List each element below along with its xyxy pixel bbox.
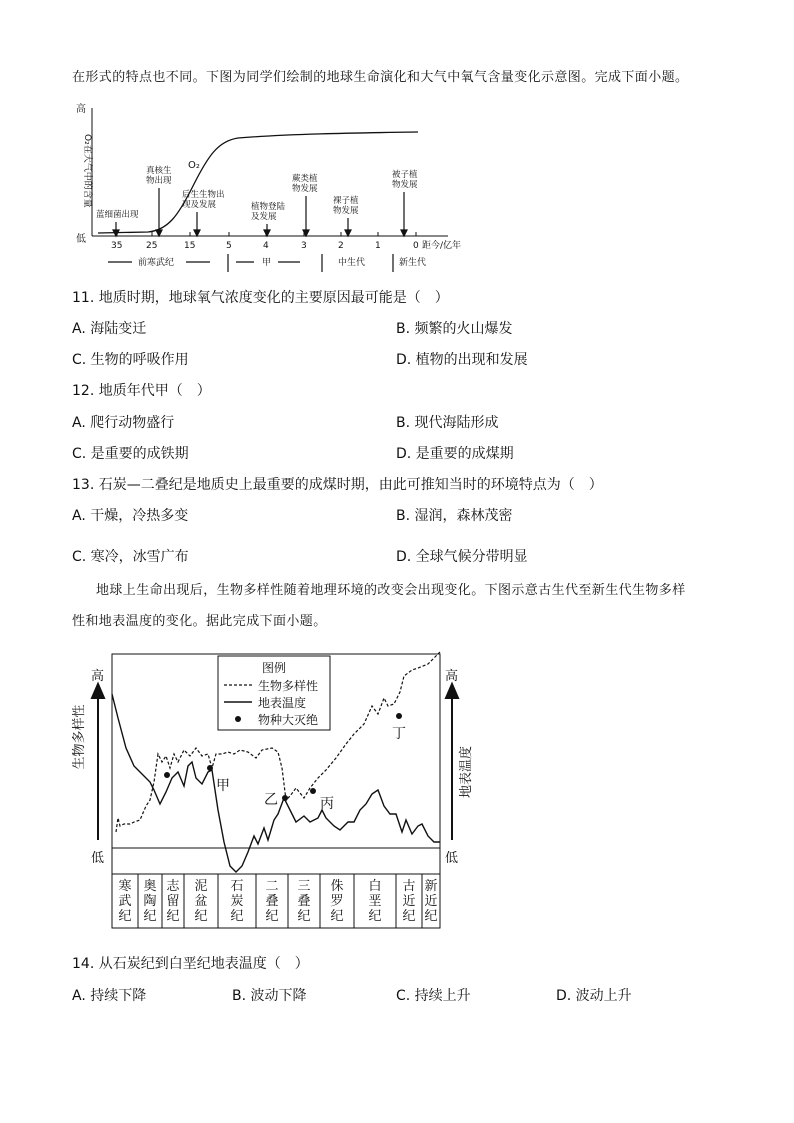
tick-label: 15 xyxy=(184,241,196,251)
q12-option-d[interactable]: D. 是重要的成煤期 xyxy=(396,446,514,462)
period-label: 三叠纪 xyxy=(297,879,311,924)
q12-option-c[interactable]: C. 是重要的成铁期 xyxy=(72,446,189,462)
event-label-line: 裸子植 xyxy=(333,196,359,206)
q13-option-b[interactable]: B. 湿润，森林茂密 xyxy=(396,508,513,524)
q13-option-d[interactable]: D. 全球气候分带明显 xyxy=(396,549,528,565)
tick-label: 5 xyxy=(226,241,232,251)
right-axis-low: 低 xyxy=(445,851,459,866)
legend-item: 地表温度 xyxy=(258,696,307,710)
q11-option-c[interactable]: C. 生物的呼吸作用 xyxy=(72,352,189,368)
tick-label: 4 xyxy=(263,241,269,251)
q14-option-d[interactable]: D. 波动上升 xyxy=(556,988,632,1004)
event-label-line: 被子植 xyxy=(392,170,418,180)
question-11: 11. 地质时期，地球氧气浓度变化的主要原因最可能是（ ） xyxy=(72,290,449,306)
event-label-line: 物发展 xyxy=(392,180,418,190)
q14-option-b[interactable]: B. 波动下降 xyxy=(232,988,307,1004)
intro-text-2b: 性和地表温度的变化。据此完成下面小题。 xyxy=(72,614,327,629)
extinction-dot xyxy=(310,788,316,794)
period-label: 新近纪 xyxy=(424,879,438,924)
extinction-dot xyxy=(396,713,402,719)
era-label: 前寒武纪 xyxy=(138,258,175,268)
event-label xyxy=(392,169,418,190)
event-label-line: 物出现 xyxy=(146,176,172,186)
left-axis-label: 生物多样性 xyxy=(72,704,87,770)
era-label: 新生代 xyxy=(399,258,427,268)
era-label: 甲 xyxy=(262,258,272,268)
event-label xyxy=(182,189,225,210)
event-label xyxy=(292,173,318,194)
marker-yi: 乙 xyxy=(264,792,278,808)
question-12: 12. 地质年代甲（ ） xyxy=(72,383,211,399)
event-label xyxy=(251,201,286,222)
event-label-line: 后生生物出 xyxy=(182,190,225,200)
period-label: 泥盆纪 xyxy=(194,879,208,924)
tick-label: 35 xyxy=(111,241,123,251)
event-label-line: 物发展 xyxy=(292,184,318,194)
event-label-line: 物发展 xyxy=(333,206,359,216)
q14-option-c[interactable]: C. 持续上升 xyxy=(396,988,471,1004)
oxygen-evolution-figure xyxy=(68,96,478,278)
event-label-line: 真核生 xyxy=(146,166,172,176)
tick-label: 25 xyxy=(146,241,158,251)
biodiversity-temperature-figure xyxy=(72,650,478,930)
event-label xyxy=(146,165,172,186)
y-axis-high: 高 xyxy=(76,104,86,115)
q11-option-b[interactable]: B. 频繁的火山爆发 xyxy=(396,321,513,337)
period-label: 二叠纪 xyxy=(265,879,279,924)
event-label-line: 蕨类植 xyxy=(292,174,318,184)
q14-option-a[interactable]: A. 持续下降 xyxy=(72,988,147,1004)
legend-item: 物种大灭绝 xyxy=(258,713,319,727)
extinction-dot xyxy=(164,772,170,778)
event-label-line: 及发展 xyxy=(251,212,277,222)
period-label: 奥陶纪 xyxy=(143,879,157,924)
period-label: 白垩纪 xyxy=(368,879,382,924)
q12-option-b[interactable]: B. 现代海陆形成 xyxy=(396,415,499,431)
right-axis-label: 地表温度 xyxy=(459,745,474,799)
x-axis-unit: 距今/亿年 xyxy=(422,241,462,251)
intro-text-1: 在形式的特点也不同。下图为同学们绘制的地球生命演化和大气中氧气含量变化示意图。完成下面小题。 xyxy=(72,70,689,85)
legend-item: 生物多样性 xyxy=(258,679,319,693)
y-axis-label: O₂在大气中的含量 xyxy=(82,134,92,208)
marker-bing: 丙 xyxy=(320,796,334,812)
q11-option-a[interactable]: A. 海陆变迁 xyxy=(72,321,147,337)
tick-label: 0 xyxy=(413,241,419,251)
left-axis-low: 低 xyxy=(91,851,105,866)
question-13: 13. 石炭—二叠纪是地质史上最重要的成煤时期，由此可推知当时的环境特点为（ ） xyxy=(72,477,603,493)
event-label-line: 植物登陆 xyxy=(251,202,286,212)
event-label: 蓝细菌出现 xyxy=(96,210,139,220)
period-label: 石炭纪 xyxy=(230,879,244,924)
period-label: 寒武纪 xyxy=(118,879,132,924)
period-label: 侏罗纪 xyxy=(330,879,344,924)
q11-option-d[interactable]: D. 植物的出现和发展 xyxy=(396,352,528,368)
period-label: 古近纪 xyxy=(402,879,416,924)
tick-label: 3 xyxy=(301,241,307,251)
extinction-dot xyxy=(282,795,288,801)
period-label: 志留纪 xyxy=(166,879,180,924)
tick-label: 2 xyxy=(338,241,344,251)
event-label-line: 现及发展 xyxy=(182,200,217,210)
legend-title: 图例 xyxy=(262,661,287,675)
marker-jia: 甲 xyxy=(216,778,230,794)
q13-option-a[interactable]: A. 干燥，冷热多变 xyxy=(72,508,189,524)
intro-text-2a: 地球上生命出现后，生物多样性随着地理环境的改变会出现变化。下图示意古生代至新生代生物多样 xyxy=(96,583,686,598)
q12-option-a[interactable]: A. 爬行动物盛行 xyxy=(72,415,175,431)
q13-option-c[interactable]: C. 寒冷，冰雪广布 xyxy=(72,549,189,565)
left-axis-high: 高 xyxy=(91,669,105,684)
marker-ding: 丁 xyxy=(392,726,406,742)
era-label: 中生代 xyxy=(338,258,366,268)
extinction-dot xyxy=(207,765,213,771)
event-label xyxy=(333,195,359,216)
tick-label: 1 xyxy=(375,241,381,251)
y-axis-low: 低 xyxy=(76,234,86,245)
curve-label: O₂ xyxy=(188,160,200,171)
question-14: 14. 从石炭纪到白垩纪地表温度（ ） xyxy=(72,956,309,972)
right-axis-high: 高 xyxy=(445,669,459,684)
